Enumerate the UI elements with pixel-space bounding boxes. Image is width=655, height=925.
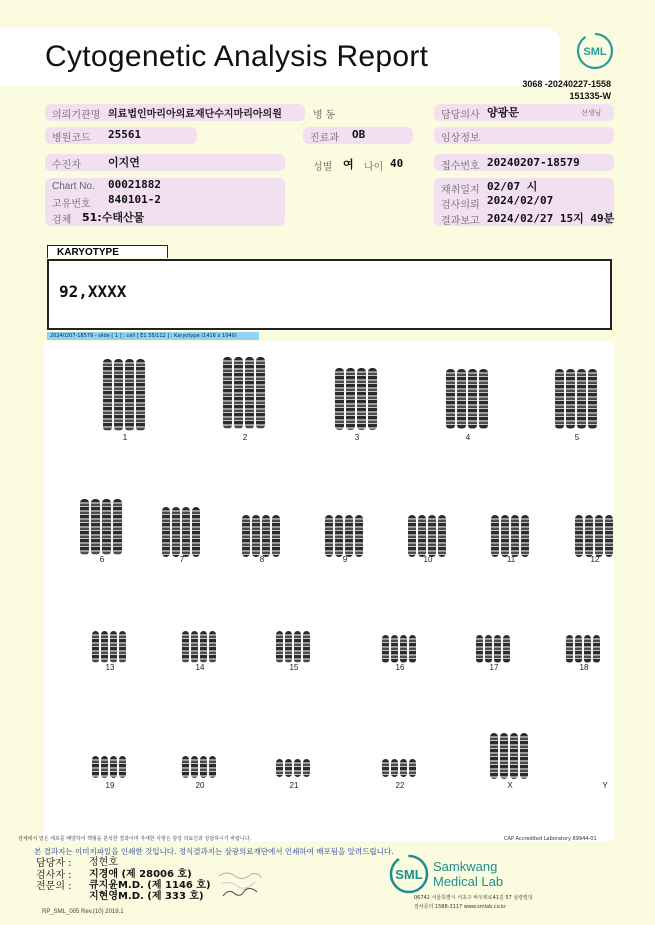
chromosome (520, 733, 528, 779)
signature-scribble (215, 868, 265, 900)
chromosome (468, 369, 477, 429)
chromosome-label-22: 22 (395, 781, 405, 790)
expert-label: 전문의 : (36, 881, 72, 892)
chromosome (476, 635, 483, 663)
chromosome (200, 631, 207, 663)
chromosome (110, 631, 117, 663)
report-number-line2: 151335-W (569, 91, 611, 101)
expert-value-1: 큐지윤M.D. (제 1146 호) (89, 880, 211, 891)
tester-value: 지경애 (제 28006 호) (89, 869, 192, 880)
chromosome-label-16: 16 (395, 663, 405, 672)
chromosome-label-21: 21 (289, 781, 299, 790)
chromosome (575, 635, 582, 663)
sml-logo-icon (575, 31, 615, 71)
chromosome (113, 499, 122, 555)
cap-accreditation: CAP Accredited Laboratory 89944-01 (504, 836, 597, 842)
dept-value: OB (352, 128, 366, 141)
chart-value: 00021882 (108, 178, 161, 191)
institution-value: 의료법인마리아의료재단수지마리아의원 (108, 109, 282, 120)
chromosome-label-4: 4 (465, 433, 471, 442)
chromosome (575, 515, 583, 557)
chromosome (325, 515, 333, 557)
chromosome (136, 359, 145, 431)
chromosome (335, 368, 344, 430)
doctor-suffix: 선생님 (581, 110, 602, 117)
doctor-label: 담당의사 (441, 110, 480, 121)
reported-label: 결과보고 (441, 216, 480, 227)
chromosome (355, 515, 363, 557)
chromosome (294, 759, 301, 777)
patient-label: 수진자 (52, 160, 81, 171)
chromosome (605, 515, 613, 557)
patient-value: 이지연 (108, 156, 140, 169)
chromosome (485, 635, 492, 663)
chromosome (457, 369, 466, 429)
chart-label: Chart No. (52, 181, 95, 192)
chromosome (391, 635, 398, 663)
expert-value-2: 지현영M.D. (제 333 호) (89, 891, 204, 902)
chromosome (294, 631, 301, 663)
chromosome (408, 515, 416, 557)
chromosome (114, 359, 123, 431)
chromosome (595, 515, 603, 557)
chromosome (446, 369, 455, 429)
chromosome (209, 756, 216, 778)
chromosome (162, 507, 170, 557)
chromosome (272, 515, 280, 557)
unique-value: 840101-2 (108, 193, 161, 206)
institution-label: 의뢰기관명 (52, 110, 101, 121)
chromosome (80, 499, 89, 555)
age-label: 나이 (364, 162, 384, 173)
chromosome (92, 756, 99, 778)
chromosome (101, 756, 108, 778)
chromosome (409, 635, 416, 663)
clinical-label: 임상정보 (441, 133, 480, 144)
address-text: 06742 서울특별시 서초구 바우뫼로41길 57 삼광빌딩 (414, 895, 533, 901)
report-number-line1: 3068 -20240227-1558 (522, 79, 611, 89)
page-title: Cytogenetic Analysis Report (45, 40, 429, 73)
chromosome (391, 759, 398, 777)
chromosome (438, 515, 446, 557)
chromosome (577, 369, 586, 429)
chromosome-label-18: 18 (579, 663, 589, 672)
chromosome (479, 369, 488, 429)
chromosome (566, 369, 575, 429)
chromosome (500, 733, 508, 779)
chromosome (192, 507, 200, 557)
phone-text: 검사문의 1588-3117 www.smlab.co.kr (414, 904, 507, 910)
address-block (414, 894, 533, 912)
chromosome (400, 635, 407, 663)
doctor-value: 양광문 (487, 106, 519, 119)
chromosome (382, 635, 389, 663)
chromosome (276, 631, 283, 663)
chromosome (491, 515, 499, 557)
logo-text: SML (583, 46, 607, 58)
chromosome (102, 499, 111, 555)
chromosome (182, 507, 190, 557)
karyogram-image (44, 341, 614, 841)
chromosome (382, 759, 389, 777)
form-code: RP_SML_005 Rev.(10) 2019.1 (42, 909, 124, 915)
karyotype-value: 92,XXXX (59, 282, 127, 301)
image-caption-bar: 20240207-18579 - slide [ 1 ] : cell [ E1 35/112 ] : Karyotype (1416 x 1040) (47, 332, 259, 340)
karyotype-box (47, 259, 612, 330)
receipt-value: 20240207-18579 (487, 156, 580, 169)
chromosome (276, 759, 283, 777)
chromosome (303, 759, 310, 777)
ward-label: 병 동 (313, 110, 336, 121)
chromosome (510, 733, 518, 779)
footer-logo-text: SML (395, 867, 423, 882)
fine-print: 검체에서 얻은 세포를 배양하여 핵형을 분석한 결과이며 자세한 사항은 담당 의료진과 상담하시기 바랍니다. (18, 836, 252, 842)
chromosome (584, 635, 591, 663)
chromosome (285, 631, 292, 663)
chromosome (191, 631, 198, 663)
brand-line-1: Samkwang (433, 859, 498, 874)
chromosome-label-10: 10 (423, 555, 433, 564)
specimen-value: 51:수태산물 (82, 211, 145, 224)
sex-label: 성별 (313, 162, 333, 173)
chromosome (182, 756, 189, 778)
age-value: 40 (390, 157, 404, 170)
chromosome (119, 631, 126, 663)
chromosome-label-19: 19 (105, 781, 115, 790)
chromosome-label-14: 14 (195, 663, 205, 672)
chromosome (110, 756, 117, 778)
hospital-code-label: 병원코드 (52, 133, 91, 144)
chromosome (585, 515, 593, 557)
chromosome-label-1: 1 (122, 433, 128, 442)
chromosome-label-2: 2 (242, 433, 248, 442)
dept-label: 진료과 (310, 133, 339, 144)
chromosome (103, 359, 112, 431)
report-number (522, 78, 611, 102)
chromosome (566, 635, 573, 663)
chromosome (335, 515, 343, 557)
chromosome-label-11: 11 (506, 555, 516, 564)
chromosome-label-X: X (507, 781, 513, 790)
chromosome (119, 756, 126, 778)
chromosome (256, 357, 265, 429)
chromosome-label-15: 15 (289, 663, 299, 672)
karyotype-label: KARYOTYPE (47, 245, 168, 258)
chromosome (409, 759, 416, 777)
notice-text: 본 결과지는 이미지파일을 인쇄한 것입니다. 정식결과지는 삼광의료재단에서 인쇄하여 배포됨을 알려드립니다. (34, 847, 394, 856)
chromosome (511, 515, 519, 557)
chromosome (209, 631, 216, 663)
brand-name (433, 859, 503, 889)
brand-line-2: Medical Lab (433, 874, 504, 889)
chromosome (91, 499, 100, 555)
chromosome (494, 635, 501, 663)
chromosome-label-5: 5 (574, 433, 580, 442)
chromosome (172, 507, 180, 557)
chromosome (200, 756, 207, 778)
requested-label: 검사의뢰 (441, 200, 480, 211)
tester-label: 검사자 : (36, 870, 72, 881)
manager-value: 정현호 (89, 857, 118, 868)
patient-field (45, 154, 285, 171)
specimen-label: 검체 (52, 215, 72, 226)
chromosome-label-6: 6 (99, 555, 105, 564)
chromosome (303, 631, 310, 663)
chromosome (503, 635, 510, 663)
chromosome-label-7: 7 (179, 555, 185, 564)
chromosome (285, 759, 292, 777)
sml-footer-logo-icon (388, 853, 430, 895)
chromosome (490, 733, 498, 779)
chromosome (191, 756, 198, 778)
chromosome (368, 368, 377, 430)
chromosome (234, 357, 243, 429)
chromosome-label-17: 17 (489, 663, 499, 672)
chromosome-label-Y: Y (602, 781, 608, 790)
chromosome (223, 357, 232, 429)
chromosome (345, 515, 353, 557)
chromosome (593, 635, 600, 663)
chromosome (125, 359, 134, 431)
requested-value: 2024/02/07 (487, 194, 554, 207)
collected-value: 02/07 시 (487, 180, 538, 193)
chromosome (400, 759, 407, 777)
chromosome (428, 515, 436, 557)
chromosome (555, 369, 564, 429)
receipt-label: 접수번호 (441, 161, 480, 172)
chromosome (242, 515, 250, 557)
unique-label: 고유번호 (52, 199, 91, 210)
chromosome (521, 515, 529, 557)
chromosome-label-13: 13 (105, 663, 115, 672)
chromosome (418, 515, 426, 557)
reported-value: 2024/02/27 15지 49분 (487, 212, 615, 225)
chromosome (357, 368, 366, 430)
manager-label: 담당자 : (36, 858, 72, 869)
chromosome-label-20: 20 (195, 781, 205, 790)
sex-value: 여 (343, 158, 354, 171)
collected-label: 채취일지 (441, 185, 480, 196)
chromosome (245, 357, 254, 429)
chromosome (346, 368, 355, 430)
chromosome (101, 631, 108, 663)
chromosome (92, 631, 99, 663)
chromosome (501, 515, 509, 557)
chromosome-label-8: 8 (259, 555, 265, 564)
chromosome-label-3: 3 (354, 433, 360, 442)
chromosome (588, 369, 597, 429)
chromosome-label-9: 9 (342, 555, 348, 564)
hospital-code-value: 25561 (108, 128, 142, 141)
chromosome-label-12: 12 (590, 555, 600, 564)
chromosome (182, 631, 189, 663)
chromosome (252, 515, 260, 557)
chromosome (262, 515, 270, 557)
